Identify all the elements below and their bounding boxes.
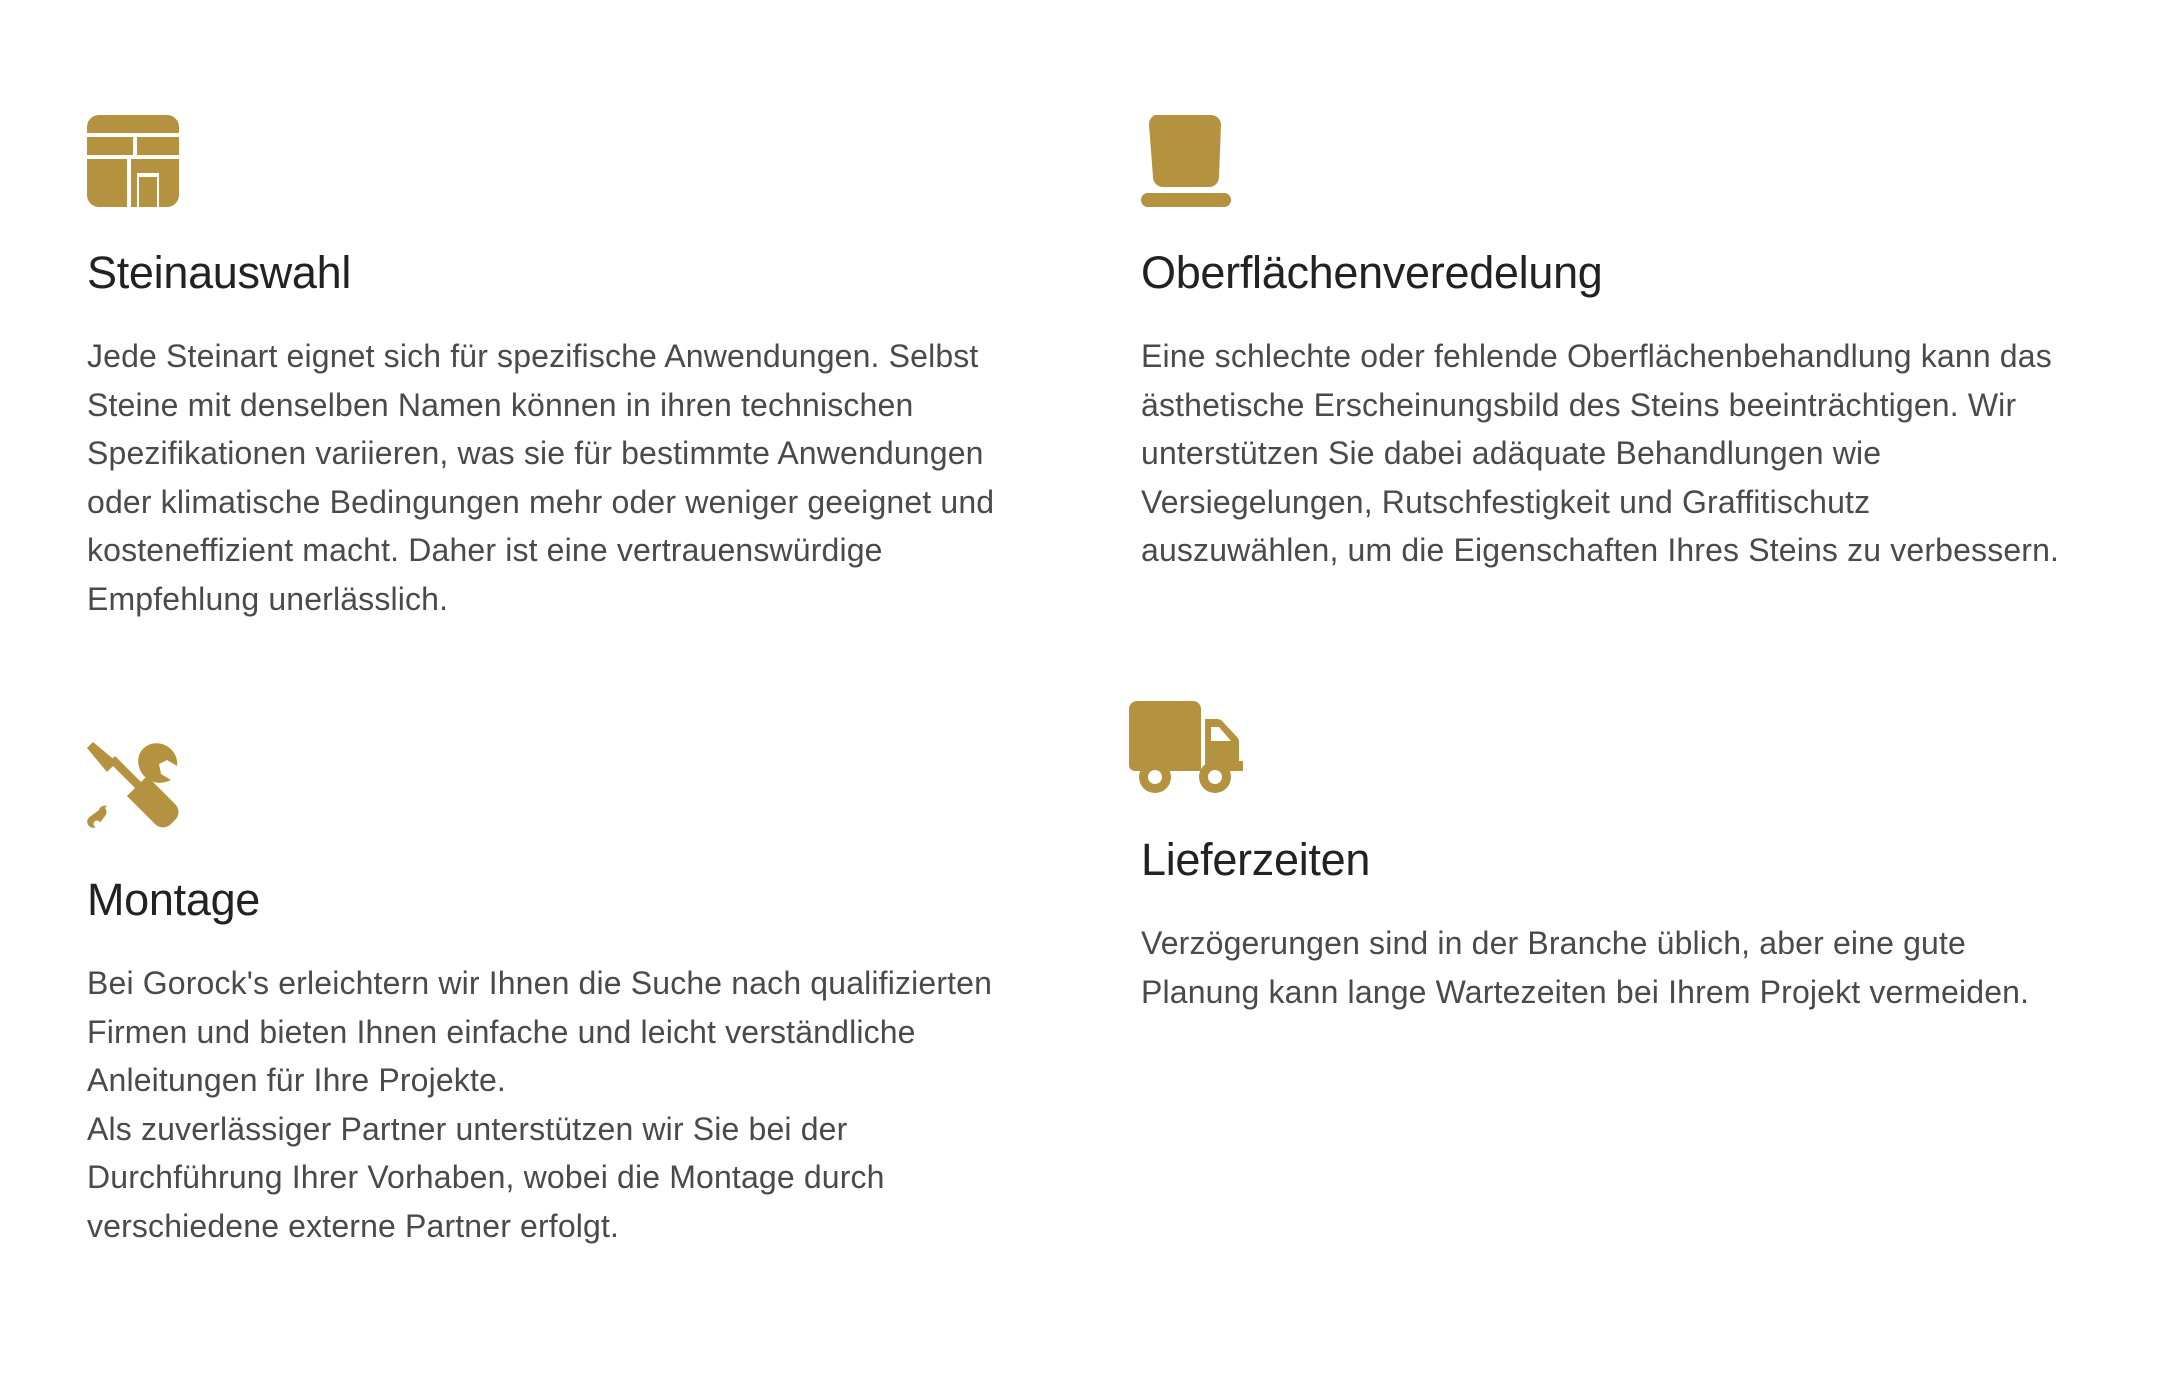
- feature-description: Bei Gorock's erleichtern wir Ihnen die Suche nach qualifizierten Firmen und bieten Ihnen einfache und leicht verständliche Anleitungen für Ihre Projekte. Als zuverlässiger Partner unterstützen wir Sie bei der Durchführung Ihrer Vorhaben, wobei die Montage durch verschiedene externe Partner erfolgt.: [87, 965, 993, 1244]
- delivery-truck-icon: [1129, 701, 1243, 793]
- surface-sealing-icon: [1141, 115, 1233, 207]
- feature-title: Oberflächenveredelung: [1141, 247, 1603, 298]
- feature-title: Montage: [87, 874, 261, 925]
- feature-description: Eine schlechte oder fehlende Oberflächenbehandlung kann das ästhetische Erscheinungsbild des Steins beeinträchtigen. Wir unterstützen Sie dabei adäquate Behandlungen wie Versiegelungen, Rutschfestigkeit und Graffitischutz auszuwählen, um die Eigenschaften Ihres Steins zu verbessern.: [1141, 338, 2060, 568]
- stone-wall-icon: [87, 115, 179, 207]
- feature-description: Jede Steinart eignet sich für spezifische Anwendungen. Selbst Steine mit denselben Namen können in ihren technischen Spezifikationen variieren, was sie für bestimmte Anwendungen oder klimatische Bedingungen mehr oder weniger geeignet und kosteneffizient macht. Daher ist eine vertrauenswürdige Empfehlung unerlässlich.: [87, 338, 995, 617]
- tools-icon: [87, 742, 179, 834]
- feature-description: Verzögerungen sind in der Branche üblich, aber eine gute Planung kann lange Wartezeiten bei Ihrem Projekt vermeiden.: [1141, 925, 2030, 1010]
- feature-title: Steinauswahl: [87, 247, 352, 298]
- feature-title: Lieferzeiten: [1141, 834, 1371, 885]
